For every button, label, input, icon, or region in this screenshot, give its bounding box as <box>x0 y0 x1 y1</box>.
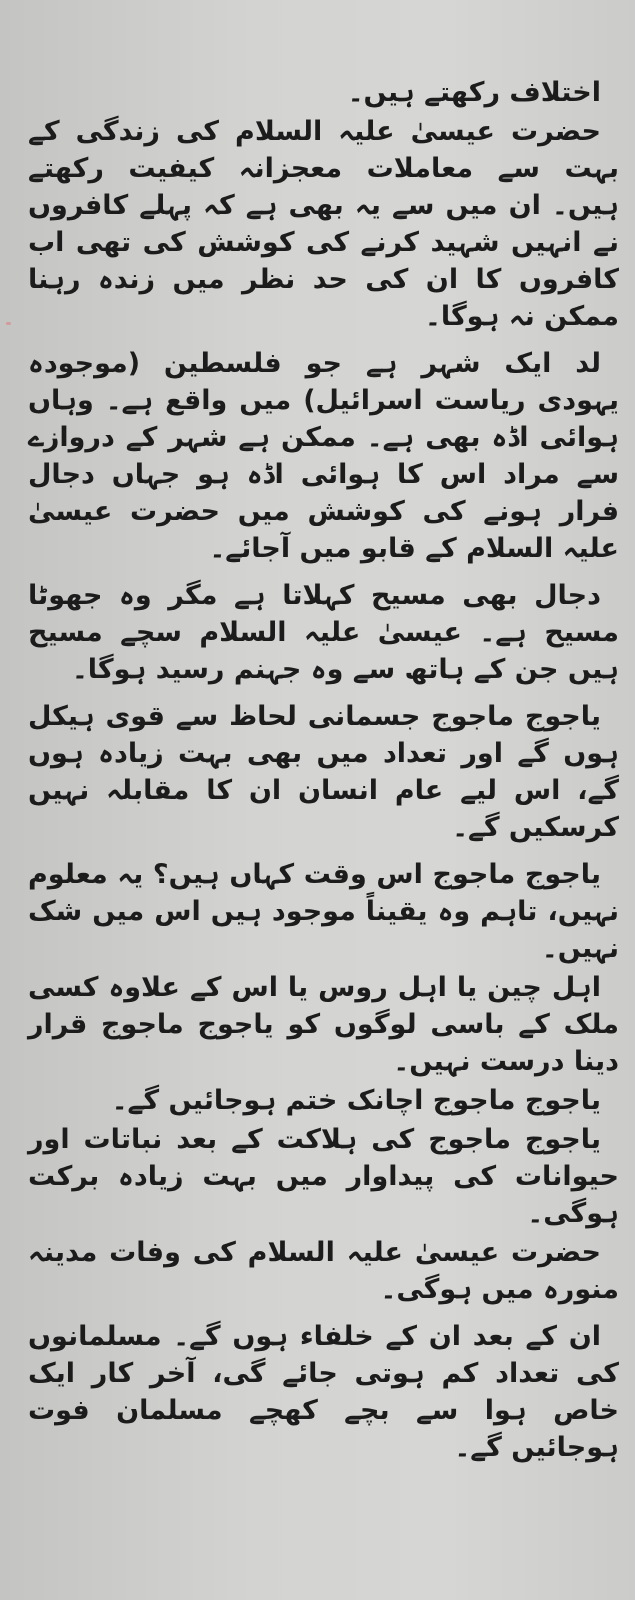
urdu-article-column <box>28 74 619 1466</box>
paragraph-5: یاجوج ماجوج جسمانی لحاظ سے قوی ہیکل ہوں گے اور تعداد میں بھی بہت زیادہ ہوں گے، اس لیے عام انسان ان کا مقابلہ نہیں کرسکیں گے۔ <box>28 701 619 843</box>
paragraph-1: اختلاف رکھتے ہیں۔ <box>347 77 601 108</box>
paragraph-4: دجال بھی مسیح کہلاتا ہے مگر وہ جھوٹا مسیح ہے۔ عیسیٰ علیہ السلام سچے مسیح ہیں جن کے ہاتھ سے وہ جہنم رسید ہوگا۔ <box>28 580 619 685</box>
paragraph-2: حضرت عیسیٰ علیہ السلام کی زندگی کے بہت سے معاملات معجزانہ کیفیت رکھتے ہیں۔ ان میں سے یہ بھی ہے کہ پہلے کافروں نے انہیں شہید کرنے کی کوشش کی تھی اب کافروں کا ان کی حد نظر میں زندہ رہنا ممکن نہ ہوگا۔ <box>28 116 619 332</box>
paragraph-3: لد ایک شہر ہے جو فلسطین (موجودہ یہودی ریاست اسرائیل) میں واقع ہے۔ وہاں ہوائی اڈہ بھی ہے۔ ممکن ہے شہر کے دروازے سے مراد اس کا ہوائی اڈہ ہو جہاں دجال فرار ہونے کی کوشش میں حضرت عیسیٰ علیہ السلام کے قابو میں آجائے۔ <box>28 348 619 564</box>
paragraph-8: یاجوج ماجوج اچانک ختم ہوجائیں گے۔ <box>111 1085 601 1116</box>
paragraph-7: اہل چین یا اہل روس یا اس کے علاوہ کسی ملک کے باسی لوگوں کو یاجوج ماجوج قرار دینا درست نہیں۔ <box>28 972 619 1077</box>
paragraph-9: یاجوج ماجوج کی ہلاکت کے بعد نباتات اور حیوانات کی پیداوار میں بہت زیادہ برکت ہوگی۔ <box>28 1124 619 1229</box>
paragraph-10: حضرت عیسیٰ علیہ السلام کی وفات مدینہ منورہ میں ہوگی۔ <box>28 1237 619 1305</box>
paragraph-11: ان کے بعد ان کے خلفاء ہوں گے۔ مسلمانوں کی تعداد کم ہوتی جائے گی، آخر کار ایک خاص ہوا سے بچے کھچے مسلمان فوت ہوجائیں گے۔ <box>28 1321 619 1463</box>
paragraph-6: یاجوج ماجوج اس وقت کہاں ہیں؟ یہ معلوم نہیں، تاہم وہ یقیناً موجود ہیں اس میں شک نہیں۔ <box>28 859 619 964</box>
ink-speck <box>6 322 11 325</box>
